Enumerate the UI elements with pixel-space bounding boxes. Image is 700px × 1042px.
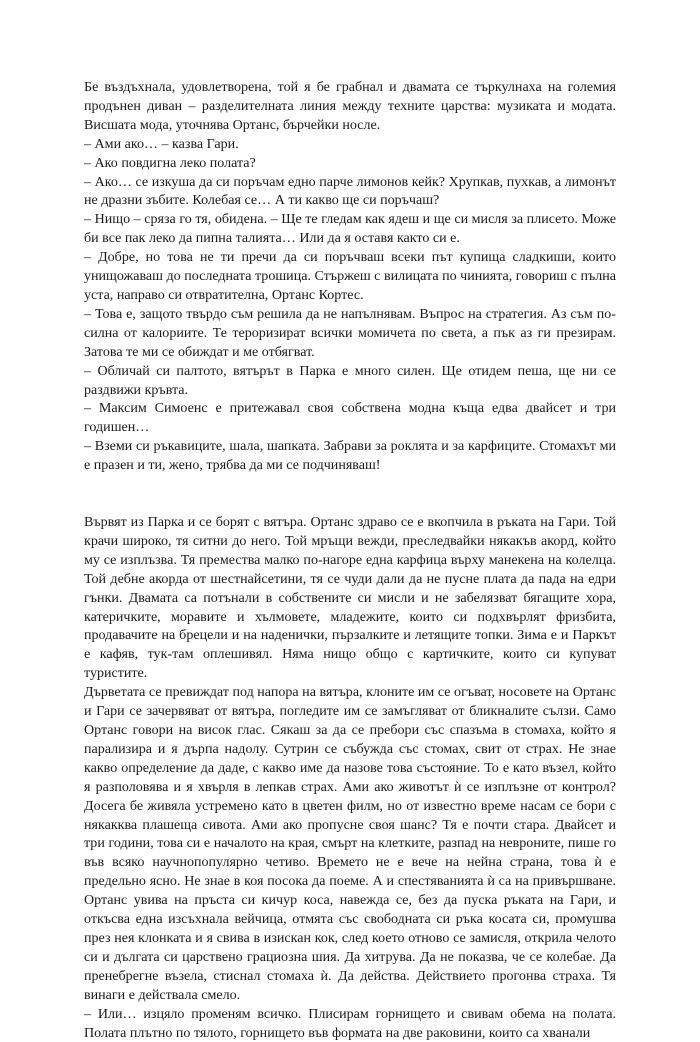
document-page <box>84 78 616 1042</box>
section-break <box>84 475 616 513</box>
paragraph: – Това е, защото твърдо съм решила да не напълнявам. Въпрос на стратегия. Аз съм по-силна от калориите. Те тероризират всички момичета по света, а пък аз ги презирам. Затова те ми се обиждат и ме отбягват. <box>84 305 616 360</box>
paragraph: – Нищо – сряза го тя, обидена. – Ще те гледам как ядеш и ще си мисля за плисето. Може би все пак леко да пипна талията… Или да я оставя както си е. <box>84 211 616 247</box>
paragraph: – Ако… се изкуша да си поръчам едно парче лимонов кейк? Хрупкав, пухкав, а лимонът не дразни зъбите. Колебая се… А ти какво ще си поръчаш? <box>84 173 616 209</box>
paragraph: – Максим Симоенс е притежавал своя собствена модна къща едва двайсет и три годишен… <box>84 400 616 436</box>
paragraph: Бе въздъхнала, удовлетворена, той я бе грабнал и двамата се търкулнаха на големия продънен диван – разделителната линия между техните царства: музиката и модата. Висшата мода, уточнява Ортанс, бърчейки носле. <box>84 79 616 133</box>
paragraph: – Добре, но това не ти пречи да си поръчваш всеки път купища сладкиши, които унищожаваш до последната трошица. Стържеш с вилицата по чинията, говориш с пълна уста, направо си отвратителна, Ортанс Кортес. <box>84 249 616 303</box>
paragraph: – Вземи си ръкавиците, шала, шапката. Забрави за роклята и за карфиците. Стомахът ми е празен и ти, жено, трябва да ми се подчиняваш! <box>84 438 616 474</box>
paragraph: Дърветата се превиждат под напора на вятъра, клоните им се огъват, носовете на Ортанс и Гари се зачервяват от вятъра, погледите им се замъгляват от бликналите сълзи. Само Ортанс говори на висок глас. Сякаш за да се пребори със спазъма в стомаха, който я парализира и я дърпа надолу. Сутрин се събужда със стомах, свит от страх. Не знае какво определение да даде, с какво име да назове това състояние. То е като възел, който я разполовява и я хвърля в лепкав страх. Ами ако животът ѝ се изплъзне от контрол? Досега бе живяла устремено като в цветен филм, но от известно време насам се бори с някакква плашеща сивота. Ами ако пропусне своя шанс? Тя е почти стара. Двайсет и три години, това си е началото на края, смърт на клетките, разпад на невроните, пише го във всяко научнопопулярно четиво. Времето не е вече на нейна страна, това ѝ е предельно ясно. Не знае в коя посока да поеме. А и спестяванията ѝ са на привършване. Ортанс увива на пръста си кичур коса, навежда се, без да пуска ръката на Гари, и откъсва една изсъхнала вейчица, отмята със свободната си ръка косата си, промушва през нея клонката и я свива в изискан кок, след което отново се замисля, открила челото си и дългата си царствено грациозна шия. Да хитрува. Да не показва, че се колебае. Да пренебрегне възела, стиснал стомаха ѝ. Да действа. Действието прогонва страха. Тя винаги е действала смело. <box>84 684 616 1003</box>
paragraph: – Ако повдигна леко полата? <box>84 154 256 171</box>
paragraph: – Или… изцяло променям всичко. Плисирам горнището и свивам обема на полата. Полата плътно по тялото, горнището във формата на две раковини, които са хванали <box>84 1005 616 1041</box>
paragraph: Вървят из Парка и се борят с вятъра. Ортанс здраво се е вкопчила в ръката на Гари. Той крачи широко, тя ситни до него. Той мръщи вежди, преследвайки някакъв акорд, който му се изплъзва. Тя премества малко по-нагоре една карфица върху манекена на колелца. Той дебне акорда от шестнайсетини, тя се чуди дали да не пусне плата да пада на едри гънки. Двамата са потънали в собствените си мисли и не забелязват бягащите хора, катеричките, моравите и хълмовете, младежите, които си подхвърлят фризбита, продавачите на брецели и на наденички, пързалките и летящите топки. Зима е и Паркът е кафяв, тук-там оплешивял. Няма нищо общо с картичките, които си купуват туристите. <box>84 514 616 682</box>
paragraph: – Ами ако… – казва Гари. <box>84 135 239 152</box>
paragraph: – Обличай си палтото, вятърът в Парка е много силен. Ще отидем пеша, ще ни се раздвижи кръвта. <box>84 362 616 398</box>
